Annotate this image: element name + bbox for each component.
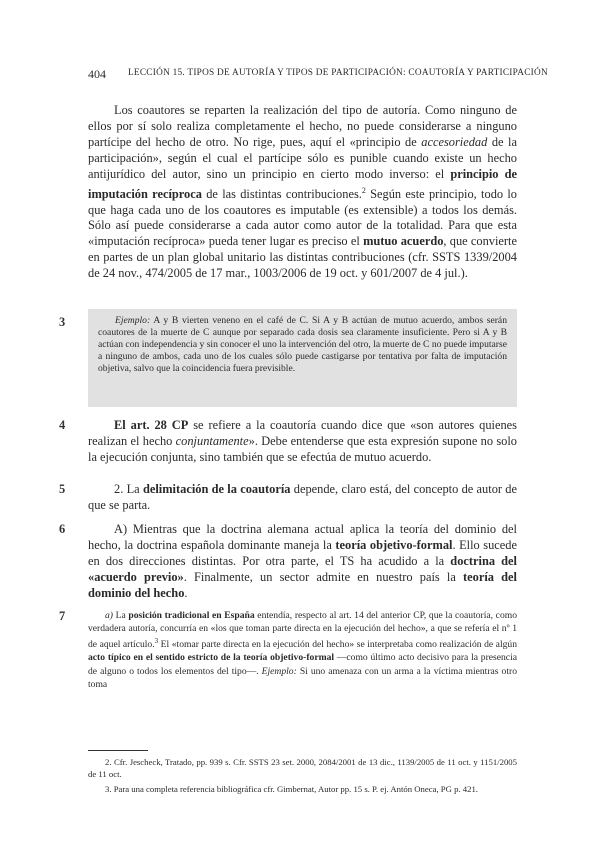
margin-number-7: 7 [59, 609, 66, 623]
paragraph-coautores: Los coautores se reparten la realización del tipo de autoría. Como ninguno de ellos por sí solo realiza completamente el hecho, no puede considerarse a ninguno partícipe del hecho de otro. No rige, pues, aquí el «principio de accesoriedad de la participación», según el cual el partícipe sólo es punible cuando existe un hecho antijurídico del autor, sino un principio en cierto modo inverso: el principio de imputación recíproca de las distintas contribuciones.$^2$ Según este principio, todo lo que haga cada uno de los coautores es imputable (es extensible) a todos los demás. Sólo así puede considerarse a cada autor como autor de la totalidad. Para que esta «imputación recíproca» pueda tener lugar es preciso el mutuo acuerdo, que convierte en partes de un plan global unitario las distintas contribuciones (cfr. SSTS 1339/2004 de 24 nov., 474/2005 de 17 mar., 1003/2006 de 19 oct. y 601/2007 de 4 jul.). [88, 103, 518, 281]
paragraph-doctrina: A) Mientras que la doctrina alemana actual aplica la teoría del dominio del hecho, la doctrina española dominante maneja la teoría objetivo-formal. Ello sucede en dos direcciones distintas. Por otra parte, el TS ha acudido a la doctrina del «acuerdo previo». Finalmente, un sector admite en nuestro país la teoría del dominio del hecho. [88, 522, 518, 600]
margin-number-5: 5 [59, 482, 66, 496]
margin-number-3: 3 [59, 315, 66, 329]
footnote-2: 2. Cfr. Jescheck, Tratado, pp. 939 s. Cfr. SSTS 23 set. 2000, 2084/2001 de 13 dic., 1139/2005 de 11 oct. y 1151/2005 de 11 oct. [88, 757, 517, 779]
page-number: 404 [88, 67, 106, 81]
footnote-rule [88, 750, 148, 751]
margin-number-6: 6 [59, 522, 66, 536]
footnote-3: 3. Para una completa referencia bibliográfica cfr. Gimbernat, Autor pp. 15 s. P. ej. Antón Oneca, PG p. 421. [105, 784, 478, 794]
example-box [88, 309, 517, 407]
margin-number-4: 4 [59, 418, 66, 432]
running-head: LECCIÓN 15. TIPOS DE AUTORÍA Y TIPOS DE PARTICIPACIÓN: COAUTORÍA Y PARTICIPACIÓN [128, 68, 548, 78]
example-text: Ejemplo: A y B vierten veneno en el café de C. Si A y B actúan de mutuo acuerdo, ambos serán coautores de la muerte de C aunque por separado cada dosis sea claramente insuficiente. Pero si A y B actúan con independencia y sin conocer el uno la intervención del otro, la muerte de C no puede imputarse a ninguno de ambos, cada uno de los cuales sólo puede castigarse por tentativa por falta de imputación objetiva, salvo que la coincidencia fuera previsible. [98, 315, 507, 375]
paragraph-posicion-tradicional: a) La posición tradicional en España entendía, respecto al art. 14 del anterior CP, que la coautoría, como verdadera autoría, concurría en «los que toman parte directa en la ejecución del hecho», a que se refería el nº 1 de aquel artículo.$^3$ El «tomar parte directa en la ejecución del hecho» se interpretaba como realización de algún acto típico en el sentido estricto de la teoría objetivo-formal —como último acto decisivo para la presencia de alguno o todos los elementos del tipo—. Ejemplo: Si uno amenaza con un arma a la víctima mientras otro toma [88, 610, 517, 690]
paragraph-art28: El art. 28 CP se refiere a la coautoría cuando dice que «son autores quienes realizan el hecho conjuntamente». Debe entenderse que esta expresión supone no solo la ejecución conjunta, sino también que se efectúa de mutuo acuerdo. [88, 418, 517, 464]
paragraph-delimitacion: 2. La delimitación de la coautoría depende, claro está, del concepto de autor de que se parta. [88, 482, 518, 512]
